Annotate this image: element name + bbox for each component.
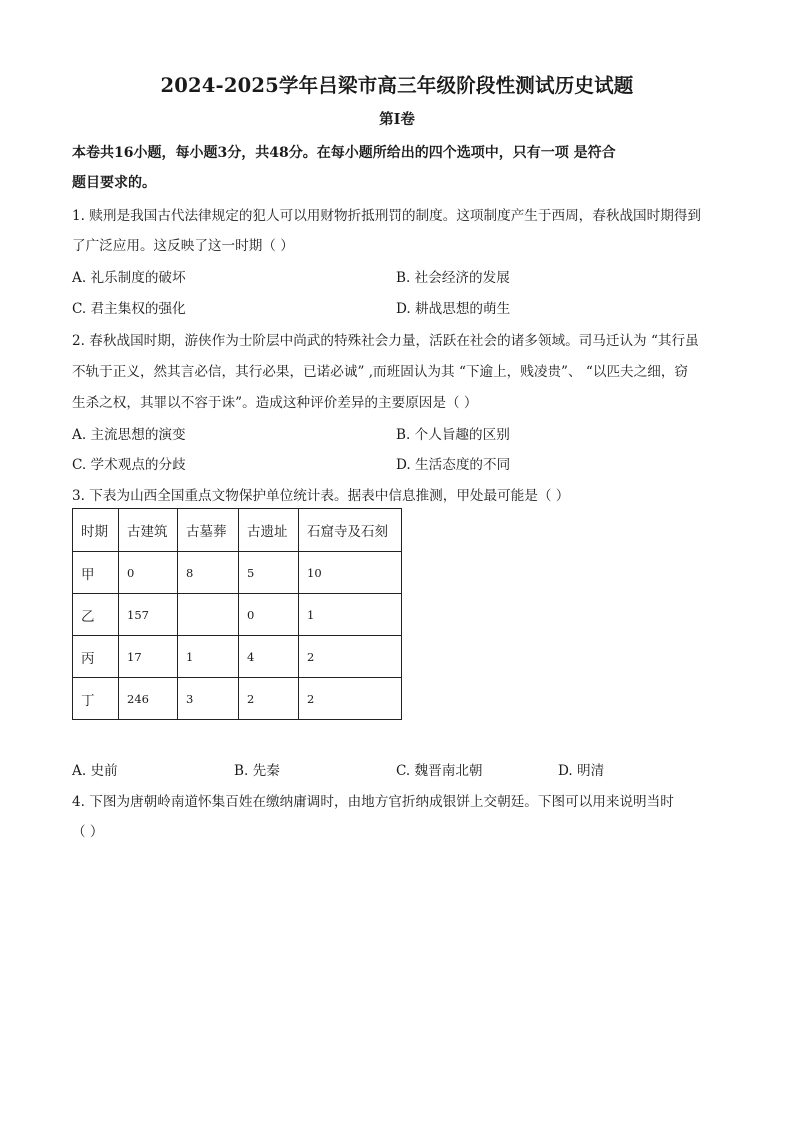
row-label: 丙 [73,636,119,678]
q2-stem-line-2: 不轨于正义，然其言必信，其行必果，已诺必诚” ,而班固认为其 “下逾上，贱凌贵”、 “以匹夫之细，窃 [72,364,689,380]
table-row [73,636,402,678]
table-cell: 2 [299,636,402,678]
q4-stem-line-1: 4. 下图为唐朝岭南道怀集百姓在缴纳庸调时，由地方官折纳成银饼上交朝廷。下图可以用来说明当时 [72,794,674,810]
table-cell: 8 [178,552,239,594]
table-cell: 17 [119,636,178,678]
q1-stem-line-1: 1. 赎刑是我国古代法律规定的犯人可以用财物折抵刑罚的制度。这项制度产生于西周，春秋战国时期得到 [72,208,702,224]
q3-option-d: D. 明清 [558,763,605,779]
row-label: 丁 [73,678,119,720]
row-label: 甲 [73,552,119,594]
q2-option-a: A. 主流思想的演变 [72,427,186,443]
table-header-row [73,509,402,552]
heritage-sites-table [72,508,402,720]
q3-stem-line-1: 3. 下表为山西全国重点文物保护单位统计表。据表中信息推测，甲处最可能是（ ） [72,488,570,504]
q2-stem-line-1: 2. 春秋战国时期，游侠作为士阶层中尚武的特殊社会力量，活跃在社会的诸多领域。司马迁认为 “其行虽 [72,333,699,349]
q2-option-d: D. 生活态度的不同 [396,457,511,473]
table-cell: 157 [119,594,178,636]
table-cell: 1 [178,636,239,678]
q3-option-a: A. 史前 [72,763,118,779]
q4-stem-line-2: （ ） [72,824,104,840]
table-row [73,552,402,594]
header-cell-ancient-buildings: 古建筑 [119,509,178,552]
header-cell-period: 时期 [73,509,119,552]
table-row [73,678,402,720]
table-cell: 246 [119,678,178,720]
q1-option-c: C. 君主集权的强化 [72,301,186,317]
header-cell-ancient-sites: 古遗址 [239,509,299,552]
header-cell-grottoes-carvings: 石窟寺及石刻 [299,509,402,552]
q2-stem-line-3: 生杀之权，其罪以不容于诛”。造成这种评价差异的主要原因是（ ） [72,395,478,411]
row-label: 乙 [73,594,119,636]
table-cell: 4 [239,636,299,678]
table-cell: 2 [299,678,402,720]
instructions-line-1: 本卷共16小题，每小题3分，共48分。在每小题所给出的四个选项中，只有一项 是符合 [72,145,616,161]
table-row [73,594,402,636]
table-cell: 2 [239,678,299,720]
exam-title: 2024-2025学年吕梁市高三年级阶段性测试历史试题 [160,74,634,97]
table-cell: 5 [239,552,299,594]
q2-option-c: C. 学术观点的分歧 [72,457,186,473]
table-cell: 3 [178,678,239,720]
header-cell-ancient-tombs: 古墓葬 [178,509,239,552]
volume-heading: 第Ⅰ卷 [379,111,415,128]
q1-option-d: D. 耕战思想的萌生 [396,301,511,317]
table-cell: 0 [119,552,178,594]
q1-stem-line-2: 了广泛应用。这反映了这一时期（ ） [72,238,294,254]
q1-option-b: B. 社会经济的发展 [396,270,510,286]
instructions-line-2: 题目要求的。 [72,175,156,191]
table-cell: 0 [239,594,299,636]
table-cell [178,594,239,636]
table-cell: 10 [299,552,402,594]
q3-option-c: C. 魏晋南北朝 [396,763,483,779]
q1-option-a: A. 礼乐制度的破坏 [72,270,186,286]
q3-option-b: B. 先秦 [234,763,280,779]
q2-option-b: B. 个人旨趣的区别 [396,427,510,443]
table-cell: 1 [299,594,402,636]
